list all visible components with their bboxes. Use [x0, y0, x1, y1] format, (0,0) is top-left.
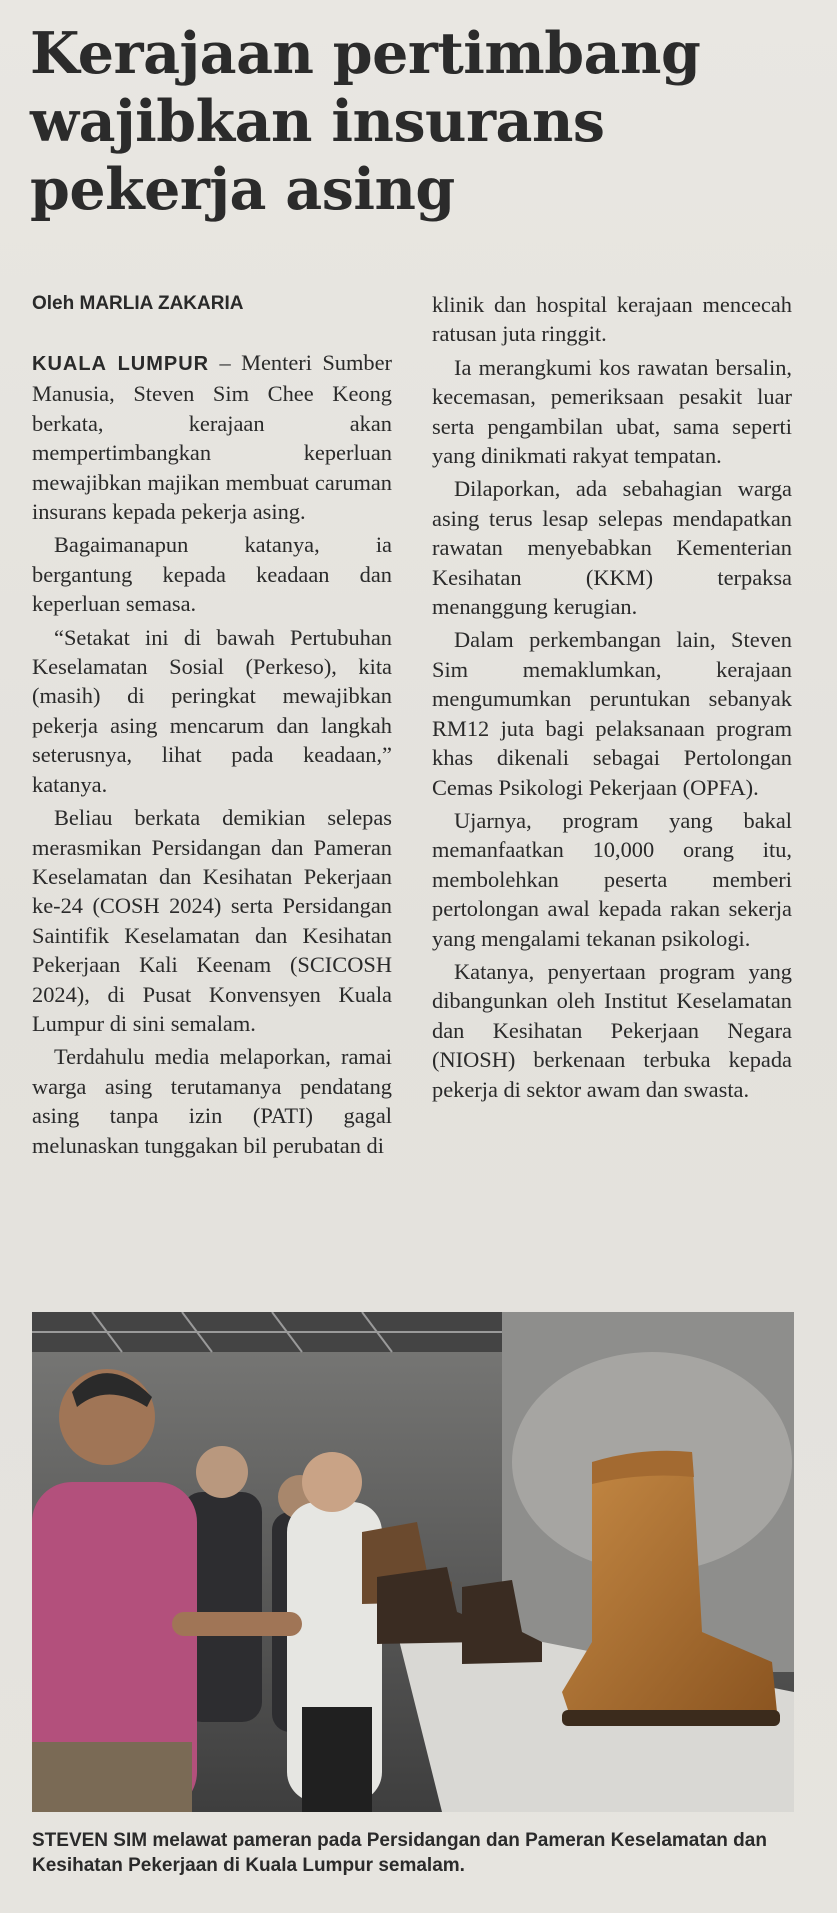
- article-column-right: [432, 290, 792, 1108]
- paragraph: Katanya, penyertaan program yang dibangunkan oleh Institut Keselamatan dan Kesihatan Pekerjaan Negara (NIOSH) berkenaan terbuka kepada pekerja di sektor awam dan swasta.: [432, 958, 792, 1102]
- headline: Kerajaan pertimbang wajibkan insurans pekerja asing: [30, 20, 701, 223]
- paragraph: Dalam perkembangan lain, Steven Sim memaklumkan, kerajaan mengumumkan peruntukan sebanyak RM12 juta bagi pelaksanaan program khas dikenali sebagai Pertolongan Cemas Psikologi Pekerjaan (OPFA).: [432, 627, 792, 800]
- paragraph: Bagaimanapun katanya, ia bergantung kepada keadaan dan keperluan semasa.: [32, 532, 392, 617]
- photo-caption: STEVEN SIM melawat pameran pada Persidangan dan Pameran Keselamatan dan Kesihatan Pekerjaan di Kuala Lumpur semalam.: [32, 1830, 767, 1876]
- paragraph: Terdahulu media melaporkan, ramai warga asing terutamanya pendatang asing tanpa izin (PATI) gagal melunaskan tunggakan bil perubatan di: [32, 1044, 392, 1158]
- paragraph: Dilaporkan, ada sebahagian warga asing terus lesap selepas mendapatkan rawatan menyebabkan Kementerian Kesihatan (KKM) terpaksa menanggung kerugian.: [432, 476, 792, 620]
- dateline: KUALA LUMPUR: [32, 353, 210, 375]
- paragraph-lead: [32, 348, 392, 526]
- paragraph-continued: klinik dan hospital kerajaan mencecah ratusan juta ringgit.: [432, 292, 792, 347]
- paragraph: Ujarnya, program yang bakal memanfaatkan 10,000 orang itu, membolehkan peserta memberi pertolongan awal kepada rakan sekerja yang mengalami tekanan psikologi.: [432, 807, 792, 951]
- paragraph: Ia merangkumi kos rawatan bersalin, kecemasan, pemeriksaan pesakit luar serta pengambilan ubat, sama seperti yang dinikmati rakyat tempatan.: [432, 354, 792, 469]
- article-column-left: [32, 348, 392, 1164]
- lead-text: – Menteri Sumber Manusia, Steven Sim Chee Keong berkata, kerajaan akan mempertimbangkan keperluan mewajibkan majikan membuat caruman insurans kepada pekerja asing.: [32, 350, 392, 525]
- photo-illustration: [32, 1312, 794, 1812]
- paragraph: Beliau berkata demikian selepas merasmikan Persidangan dan Pameran Keselamatan dan Kesihatan Pekerjaan ke-24 (COSH 2024) serta Persidangan Saintifik Keselamatan dan Kesihatan Pekerjaan Kali Keenam (SCICOSH 2024), di Pusat Konvensyen Kuala Lumpur di sini semalam.: [32, 805, 392, 1036]
- byline: Oleh MARLIA ZAKARIA: [32, 293, 244, 314]
- news-photo: [32, 1312, 794, 1812]
- paragraph: “Setakat ini di bawah Pertubuhan Keselamatan Sosial (Perkeso), kita (masih) di peringkat mewajibkan pekerja asing mencarum dan langkah seterusnya, lihat pada keadaan,” katanya.: [32, 624, 392, 797]
